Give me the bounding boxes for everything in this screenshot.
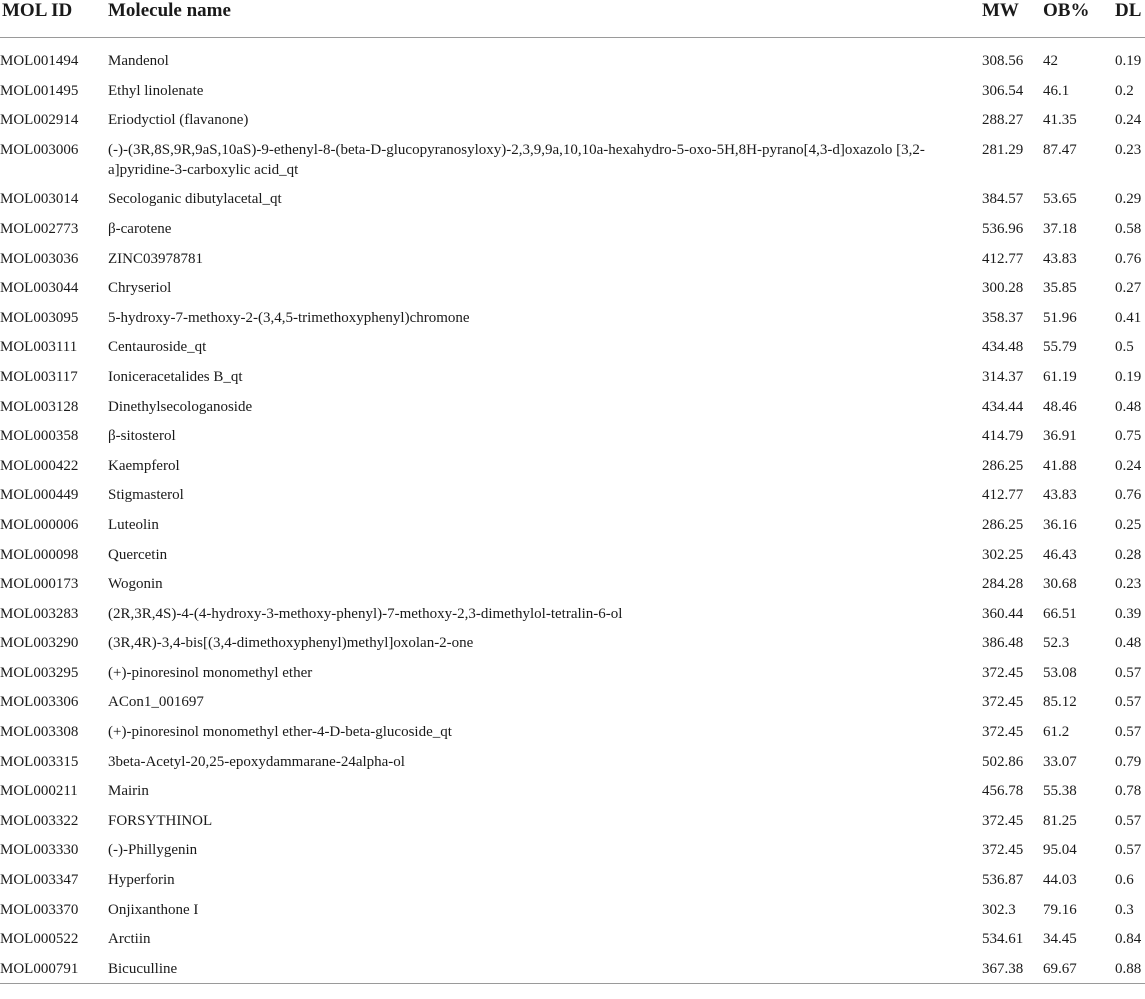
table-row	[0, 599, 1145, 629]
cell-mol-id: MOL000449	[0, 487, 79, 504]
cell-mw: 536.96	[982, 220, 1024, 237]
cell-ob: 33.07	[1043, 753, 1077, 770]
cell-mw: 288.27	[982, 112, 1024, 129]
cell-molecule-name: β-sitosterol	[108, 428, 176, 445]
table-row	[0, 135, 1145, 185]
cell-mol-id: MOL003322	[0, 812, 79, 829]
cell-ob: 48.46	[1043, 398, 1077, 415]
cell-ob: 66.51	[1043, 605, 1077, 622]
table-row	[0, 392, 1145, 422]
cell-mw: 367.38	[982, 960, 1024, 977]
cell-molecule-name: FORSYTHINOL	[108, 812, 213, 829]
cell-ob: 85.12	[1043, 694, 1077, 711]
cell-mw: 502.86	[982, 753, 1024, 770]
table-row	[0, 273, 1145, 303]
cell-dl: 0.88	[1115, 960, 1142, 977]
cell-molecule-name: Centauroside_qt	[108, 339, 207, 356]
cell-dl: 0.25	[1115, 516, 1142, 533]
table-row	[0, 451, 1145, 481]
cell-mol-id: MOL003117	[0, 368, 78, 385]
table-row	[0, 835, 1145, 865]
table-row	[0, 569, 1145, 599]
cell-mol-id: MOL002773	[0, 220, 79, 237]
cell-mw: 284.28	[982, 576, 1024, 593]
cell-molecule-name: Bicuculline	[108, 960, 178, 977]
cell-mw: 314.37	[982, 368, 1024, 385]
cell-ob: 35.85	[1043, 280, 1077, 297]
table-footer-rule	[0, 983, 1145, 984]
cell-mol-id: MOL003315	[0, 753, 79, 770]
cell-dl: 0.19	[1115, 368, 1142, 385]
table-row	[0, 717, 1145, 747]
cell-molecule-name: (2R,3R,4S)-4-(4-hydroxy-3-methoxy-phenyl)-7-methoxy-2,3-dimethylol-tetralin-6-ol	[108, 605, 623, 622]
cell-dl: 0.24	[1115, 457, 1142, 474]
table-row	[0, 184, 1145, 214]
cell-mw: 434.48	[982, 339, 1024, 356]
cell-dl: 0.76	[1115, 250, 1142, 267]
header-molecule-name: Molecule name	[108, 0, 982, 38]
cell-molecule-name: Secologanic dibutylacetal_qt	[108, 191, 282, 208]
cell-molecule-name: Mandenol	[108, 53, 169, 69]
cell-ob: 36.91	[1043, 428, 1077, 445]
cell-mol-id: MOL000522	[0, 931, 79, 948]
cell-mw: 456.78	[982, 783, 1024, 800]
table-row	[0, 747, 1145, 777]
cell-dl: 0.29	[1115, 191, 1142, 208]
cell-ob: 43.83	[1043, 250, 1077, 267]
cell-molecule-name: (+)-pinoresinol monomethyl ether	[108, 664, 313, 681]
table-row	[0, 628, 1145, 658]
cell-dl: 0.19	[1115, 53, 1142, 69]
cell-molecule-name: 3beta-Acetyl-20,25-epoxydammarane-24alpha-ol	[108, 753, 405, 770]
cell-ob: 43.83	[1043, 487, 1077, 504]
cell-molecule-name: Dinethylsecologanoside	[108, 398, 253, 415]
cell-mol-id: MOL003111	[0, 339, 78, 356]
cell-mol-id: MOL000791	[0, 960, 79, 977]
cell-molecule-name: ZINC03978781	[108, 250, 203, 267]
header-row	[0, 0, 1145, 38]
cell-mol-id: MOL003128	[0, 398, 79, 415]
cell-mol-id: MOL003295	[0, 664, 79, 681]
table-row	[0, 510, 1145, 540]
cell-mol-id: MOL003306	[0, 694, 79, 711]
table-row	[0, 362, 1145, 392]
cell-mol-id: MOL003330	[0, 842, 79, 859]
cell-mw: 372.45	[982, 724, 1024, 741]
cell-ob: 55.38	[1043, 783, 1077, 800]
cell-mol-id: MOL003347	[0, 872, 79, 889]
cell-dl: 0.78	[1115, 783, 1142, 800]
cell-mol-id: MOL000006	[0, 516, 79, 533]
cell-dl: 0.58	[1115, 220, 1142, 237]
cell-ob: 95.04	[1043, 842, 1077, 859]
cell-molecule-name: 5-hydroxy-7-methoxy-2-(3,4,5-trimethoxyphenyl)chromone	[108, 309, 470, 326]
table-body	[0, 38, 1145, 984]
table-row	[0, 658, 1145, 688]
table-row	[0, 806, 1145, 836]
table-row	[0, 105, 1145, 135]
table-row	[0, 865, 1145, 895]
cell-mw: 360.44	[982, 605, 1024, 622]
cell-molecule-name: (3R,4R)-3,4-bis[(3,4-dimethoxyphenyl)methyl]oxolan-2-one	[108, 635, 474, 652]
cell-dl: 0.5	[1115, 339, 1134, 356]
header-mol-id: MOL ID	[0, 0, 108, 38]
header-mw: MW	[982, 0, 1043, 38]
cell-molecule-name: Luteolin	[108, 516, 159, 533]
cell-ob: 46.43	[1043, 546, 1077, 563]
cell-molecule-name: ACon1_001697	[108, 694, 204, 711]
table-row	[0, 303, 1145, 333]
cell-mw: 358.37	[982, 309, 1024, 326]
cell-mol-id: MOL003014	[0, 191, 79, 208]
cell-ob: 41.88	[1043, 457, 1077, 474]
cell-dl: 0.28	[1115, 546, 1142, 563]
cell-ob: 42	[1043, 53, 1058, 69]
cell-mw: 308.56	[982, 53, 1024, 69]
cell-mw: 302.3	[982, 901, 1016, 918]
cell-ob: 52.3	[1043, 635, 1070, 652]
cell-dl: 0.57	[1115, 812, 1142, 829]
cell-mw: 302.25	[982, 546, 1024, 563]
cell-dl: 0.3	[1115, 901, 1134, 918]
table-row	[0, 924, 1145, 954]
cell-dl: 0.57	[1115, 842, 1142, 859]
cell-mol-id: MOL003095	[0, 309, 79, 326]
cell-ob: 36.16	[1043, 516, 1077, 533]
cell-mw: 384.57	[982, 191, 1024, 208]
cell-mw: 372.45	[982, 842, 1024, 859]
cell-dl: 0.24	[1115, 112, 1142, 129]
cell-dl: 0.23	[1115, 576, 1142, 593]
cell-mw: 286.25	[982, 457, 1024, 474]
cell-ob: 51.96	[1043, 309, 1077, 326]
cell-ob: 55.79	[1043, 339, 1077, 356]
cell-ob: 37.18	[1043, 220, 1077, 237]
cell-mw: 536.87	[982, 872, 1024, 889]
cell-dl: 0.2	[1115, 82, 1134, 99]
cell-molecule-name: Hyperforin	[108, 872, 175, 889]
table-row	[0, 214, 1145, 244]
table-row	[0, 540, 1145, 570]
cell-mol-id: MOL000173	[0, 576, 79, 593]
table-row	[0, 76, 1145, 106]
cell-mw: 372.45	[982, 694, 1024, 711]
cell-ob: 79.16	[1043, 901, 1077, 918]
cell-molecule-name: Ethyl linolenate	[108, 82, 204, 99]
cell-molecule-name: Mairin	[108, 783, 149, 800]
table-row	[0, 776, 1145, 806]
cell-mol-id: MOL003006	[0, 141, 79, 158]
cell-mw: 534.61	[982, 931, 1024, 948]
cell-molecule-name: (-)-(3R,8S,9R,9aS,10aS)-9-ethenyl-8-(beta-D-glucopyranosyloxy)-2,3,9,9a,10,10a-hexahydro-5-oxo-5H,8H-pyrano[4,3-d]oxazolo [3,2-a]pyridine-3-carboxylic acid_qt	[108, 141, 925, 178]
table-row	[0, 332, 1145, 362]
cell-dl: 0.76	[1115, 487, 1142, 504]
cell-molecule-name: Wogonin	[108, 576, 163, 593]
cell-ob: 87.47	[1043, 141, 1077, 158]
cell-molecule-name: Arctiin	[108, 931, 151, 948]
cell-mw: 372.45	[982, 812, 1024, 829]
cell-molecule-name: Ioniceracetalides B_qt	[108, 368, 243, 385]
cell-ob: 41.35	[1043, 112, 1077, 129]
cell-molecule-name: Stigmasterol	[108, 487, 184, 504]
cell-molecule-name: Onjixanthone I	[108, 901, 199, 918]
cell-mw: 414.79	[982, 428, 1024, 445]
cell-mol-id: MOL000358	[0, 428, 79, 445]
cell-mw: 306.54	[982, 82, 1024, 99]
cell-ob: 34.45	[1043, 931, 1077, 948]
cell-molecule-name: Kaempferol	[108, 457, 180, 474]
cell-mol-id: MOL000211	[0, 783, 78, 800]
cell-dl: 0.79	[1115, 753, 1142, 770]
cell-mw: 412.77	[982, 250, 1024, 267]
cell-dl: 0.39	[1115, 605, 1142, 622]
cell-mol-id: MOL002914	[0, 112, 79, 129]
cell-ob: 30.68	[1043, 576, 1077, 593]
cell-mol-id: MOL003290	[0, 635, 79, 652]
table-row	[0, 46, 1145, 76]
cell-mw: 281.29	[982, 141, 1024, 158]
cell-mw: 386.48	[982, 635, 1024, 652]
table-row	[0, 244, 1145, 274]
cell-mw: 286.25	[982, 516, 1024, 533]
header-dl: DL	[1115, 0, 1145, 38]
table-row	[0, 687, 1145, 717]
cell-mw: 434.44	[982, 398, 1024, 415]
header-ob: OB%	[1043, 0, 1115, 38]
cell-mol-id: MOL003308	[0, 724, 79, 741]
cell-ob: 61.19	[1043, 368, 1077, 385]
cell-mol-id: MOL003036	[0, 250, 79, 267]
cell-ob: 81.25	[1043, 812, 1077, 829]
cell-ob: 53.08	[1043, 664, 1077, 681]
table-row	[0, 954, 1145, 984]
cell-mw: 372.45	[982, 664, 1024, 681]
cell-molecule-name: Quercetin	[108, 546, 168, 563]
cell-dl: 0.57	[1115, 664, 1142, 681]
cell-mol-id: MOL001495	[0, 82, 79, 99]
cell-dl: 0.48	[1115, 398, 1142, 415]
cell-mol-id: MOL000098	[0, 546, 79, 563]
cell-dl: 0.75	[1115, 428, 1142, 445]
cell-dl: 0.23	[1115, 141, 1142, 158]
table-row	[0, 895, 1145, 925]
header-spacer	[0, 38, 1145, 47]
cell-mol-id: MOL003044	[0, 280, 79, 297]
cell-ob: 69.67	[1043, 960, 1077, 977]
cell-mol-id: MOL003283	[0, 605, 79, 622]
cell-molecule-name: β-carotene	[108, 220, 172, 237]
cell-dl: 0.27	[1115, 280, 1142, 297]
cell-ob: 44.03	[1043, 872, 1077, 889]
cell-mol-id: MOL003370	[0, 901, 79, 918]
cell-dl: 0.41	[1115, 309, 1142, 326]
cell-molecule-name: (+)-pinoresinol monomethyl ether-4-D-beta-glucoside_qt	[108, 724, 452, 741]
cell-molecule-name: Eriodyctiol (flavanone)	[108, 112, 249, 129]
cell-molecule-name: (-)-Phillygenin	[108, 842, 198, 859]
cell-ob: 46.1	[1043, 82, 1070, 99]
cell-mw: 412.77	[982, 487, 1024, 504]
table-header	[0, 0, 1145, 38]
cell-dl: 0.48	[1115, 635, 1142, 652]
cell-ob: 53.65	[1043, 191, 1077, 208]
cell-dl: 0.57	[1115, 724, 1142, 741]
cell-mw: 300.28	[982, 280, 1024, 297]
cell-molecule-name: Chryseriol	[108, 280, 172, 297]
table-row	[0, 421, 1145, 451]
table-row	[0, 480, 1145, 510]
cell-dl: 0.84	[1115, 931, 1142, 948]
cell-ob: 61.2	[1043, 724, 1070, 741]
cell-mol-id: MOL000422	[0, 457, 79, 474]
cell-dl: 0.57	[1115, 694, 1142, 711]
cell-dl: 0.6	[1115, 872, 1134, 889]
cell-mol-id: MOL001494	[0, 53, 79, 69]
